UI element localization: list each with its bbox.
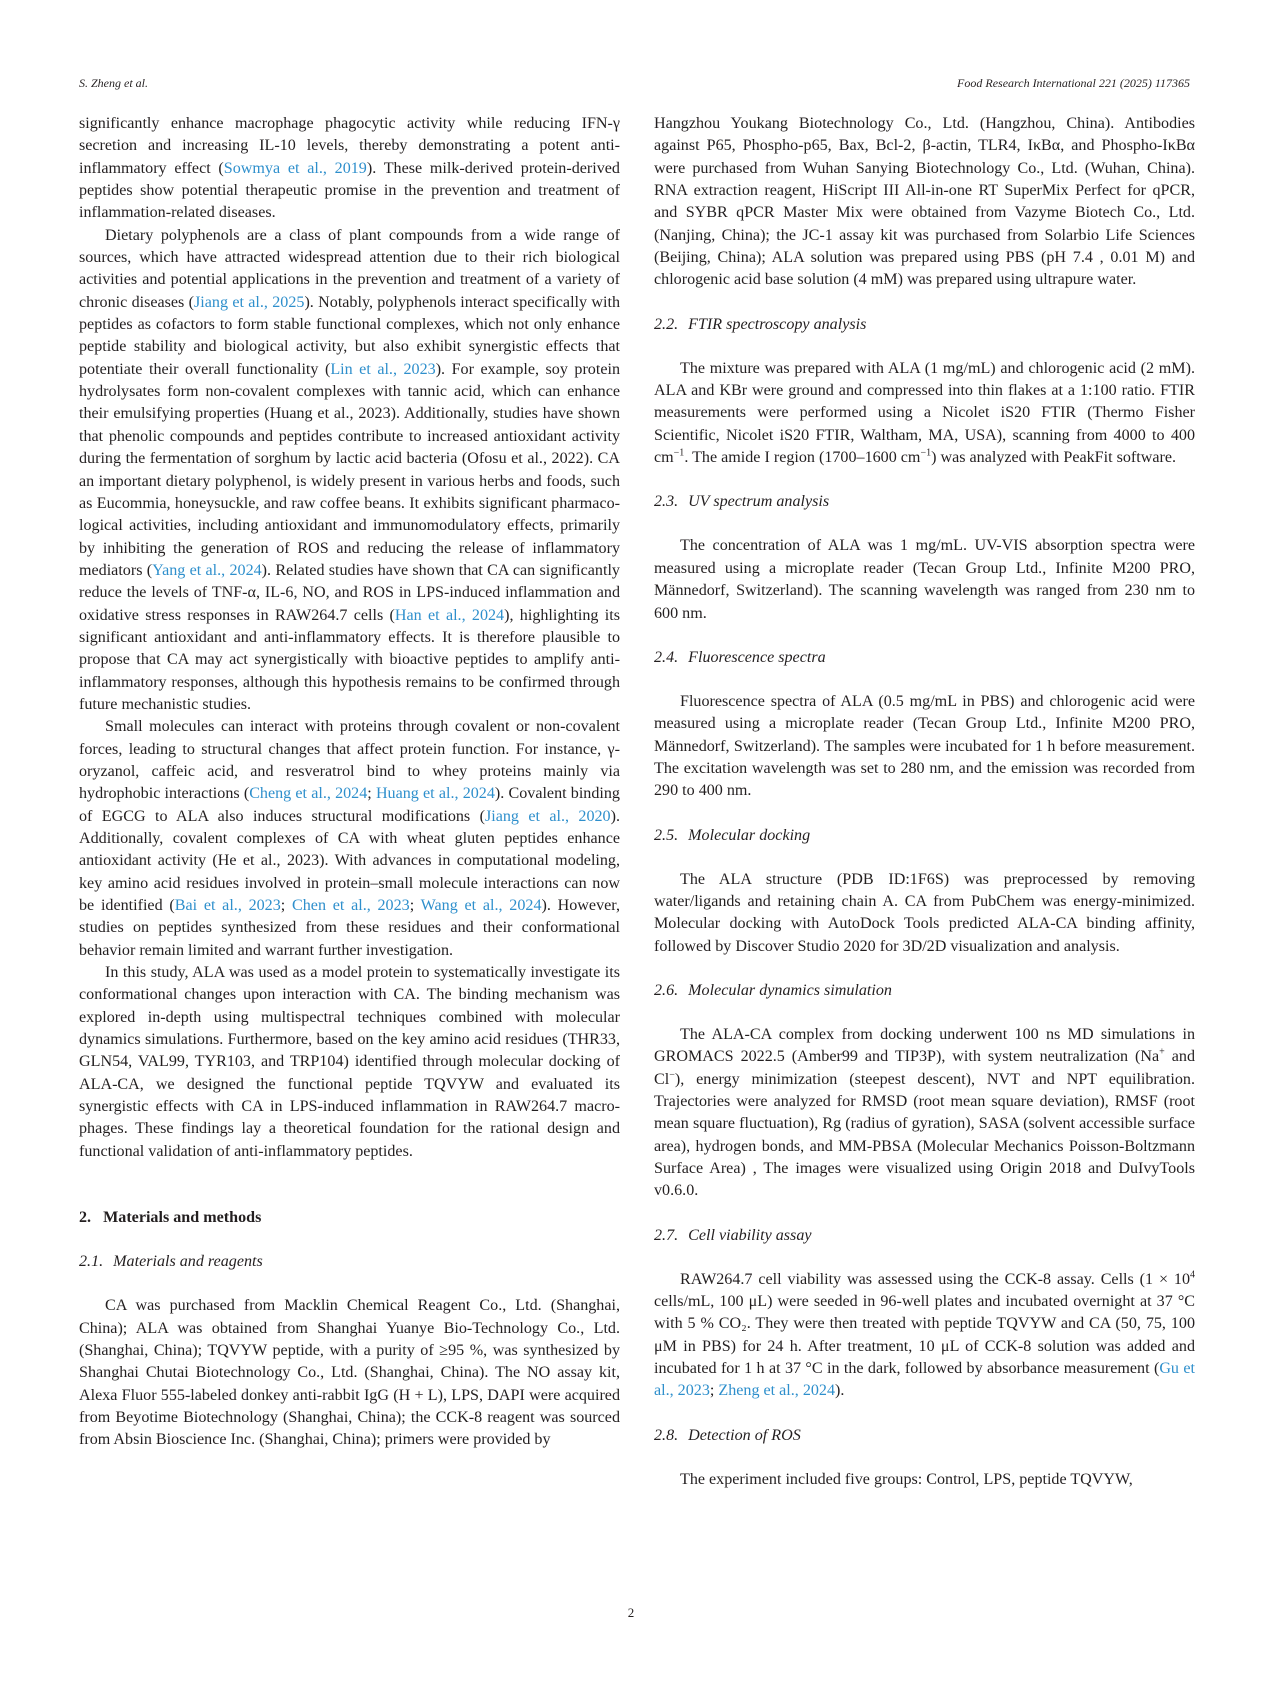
paragraph: significantly enhance macrophage phagocytic activity while reducing IFN-γ secretion and increasing IL-10 levels, thereby demonstrating a potent anti-inflammatory effect (Sowmya et al., 2019). These milk-derived protein-derived peptides show potential therapeutic promise in the prevention and treatment of inflammation-related diseases. [79, 115, 620, 222]
citation-link[interactable]: Huang et al., 2024 [375, 785, 495, 803]
subsection-heading: 2.2. FTIR spectroscopy analysis [654, 315, 867, 333]
subsection-heading: 2.7. Cell viability assay [654, 1226, 812, 1244]
running-head-authors: S. Zheng et al. [79, 76, 148, 90]
right-column [654, 113, 1195, 1491]
citation-link[interactable]: Cheng et al., 2024 [249, 785, 368, 803]
citation-link[interactable]: Han et al., 2024 [394, 606, 505, 624]
running-head-journal: Food Research International 221 (2025) 117365 [957, 76, 1190, 90]
left-column [79, 113, 620, 1452]
paragraph: The experiment included five groups: Control, LPS, peptide TQVYW, [680, 1470, 1133, 1488]
paragraph: The ALA structure (PDB ID:1F6S) was preprocessed by removing water/ligands and retaining chain A. CA from PubChem was energy-minimized. Molecular docking with AutoDock Tools predicted ALA-CA binding affinity, followed by Discover Studio 2020 for 3D/2D visualization and analysis. [654, 870, 1195, 955]
paragraph: Dietary polyphenols are a class of plant compounds from a wide range of sources, which have attracted widespread attention due to their rich biological activities and potential applications in the prevention and treatment of a variety of chronic diseases (Jiang et al., 2025). Notably, polyphenols interact specifically with peptides as cofactors to form stable functional complexes, which not only enhance peptide stability and biological activity, but also exhibit synergistic effects that potentiate their overall functionality (Lin et al., 2023). For example, soy protein hydrolysates form non-covalent complexes with tannic acid, which can enhance their emulsifying properties (Huang et al., 2023). Additionally, studies have shown that phenolic compounds and peptides contribute to increased antioxidant activity during the fermentation of sorghum by lactic acid bacteria (Ofosu et al., 2022). CA an important dietary polyphenol, is widely present in various herbs and foods, such as Eucommia, honeysuckle, and raw coffee beans. It exhibits significant pharmacological activities, including antioxidant and immunomodulatory effects, primarily by inhibiting the generation of ROS and reducing the release of inflammatory mediators (Yang et al., 2024). Related studies have shown that CA can significantly reduce the levels of TNF-α, IL-6, NO, and ROS in LPS-induced inflammation and oxidative stress responses in RAW264.7 cells (Han et al., 2024), highlighting its significant antioxidant and anti-inflammatory effects. It is therefore plausible to propose that CA may act synergistically with bioactive peptides to amplify anti-inflammatory responses, although this hypothesis remains to be confirmed through future mechanistic studies. [79, 226, 620, 713]
citation-link[interactable]: Gu et al., 2023 [654, 1360, 1195, 1400]
paragraph: The mixture was prepared with ALA (1 mg/mL) and chlorogenic acid (2 mM). ALA and KBr were ground and compressed into thin flakes at a 1:100 ratio. FTIR measurements were performed using a Nicolet iS20 FTIR (Thermo Fisher Scientific, Nicolet iS20 FTIR, Waltham, MA, USA), scanning from 4000 to 400 $cm^{-1}$. The amide I region (1700–1600 $cm^{-1}$) was analyzed with PeakFit software. [654, 359, 1195, 467]
paragraph: Small molecules can interact with proteins through covalent or non-covalent forces, leading to structural changes that affect protein function. For instance, γ-oryzanol, caffeic acid, and resveratrol bind to whey proteins mainly via hydrophobic interactions (Cheng et al., 2024; Huang et al., 2024). Covalent binding of EGCG to ALA also induces structural modifications (Jiang et al., 2020). Additionally, covalent complexes of CA with wheat gluten peptides enhance antioxidant activity (He et al., 2023). With advances in computational modeling, key amino acid residues involved in protein–small molecule interactions can now be identified (Bai et al., 2023; Chen et al., 2023; Wang et al., 2024). However, studies on peptides synthesized from these residues and their conformational behavior remain limited and warrant further investigation. [79, 718, 620, 959]
subsection-heading: 2.3. UV spectrum analysis [654, 493, 830, 511]
paragraph: RAW264.7 cell viability was assessed using the CCK-8 assay. Cells ($1 \times 10^4$ cells/mL, 100 μL) were seeded in 96-well plates and incubated overnight at 37 °C with 5 % CO₂. They were then treated with peptide TQVYW and CA (50, 75, 100 μM in PBS) for 24 h. After treatment, 10 μL of CCK-8 solution was added and incubated for 1 h at 37 °C in the dark, followed by absorbance measurement (Gu et al., 2023; Zheng et al., 2024). [654, 1269, 1195, 1400]
subsection-heading: 2.4. Fluorescence spectra [654, 648, 826, 666]
paragraph: The ALA-CA complex from docking underwent 100 ns MD simulations in GROMACS 2022.5 (Amber99 and TIP3P), with system neutralization (Na+ and Cl−), energy minimization (steepest descent), NVT and NPT equilibration. Trajectories were analyzed for RMSD (root mean square deviation), RMSF (root mean square fluctuation), Rg (radius of gyration), SASA (solvent accessible surface area), hydrogen bonds, and MM-PBSA (Molecular Mechanics Poisson-Boltzmann Surface Area) , The images were visualized using Origin 2018 and DuIvyTools v0.6.0. [654, 1025, 1195, 1200]
subsection-heading: 2.1. Materials and reagents [79, 1253, 263, 1271]
citation-link[interactable]: Yang et al., 2024 [152, 561, 262, 579]
paragraph: Hangzhou Youkang Biotechnology Co., Ltd. (Hangzhou, China). Antibodies against P65, Phospho-p65, Bax, Bcl-2, β-actin, TLR4, IκBα, and Phospho-IκBα were purchased from Wuhan Sanying Biotechnology Co., Ltd. (Wuhan, China). RNA extraction reagent, HiScript III All-in-one RT SuperMix Perfect for qPCR, and SYBR qPCR Master Mix were obtained from Vazyme Biotech Co., Ltd. (Nanjing, China); the JC-1 assay kit was purchased from Solarbio Life Sciences (Beijing, China); ALA solution was prepared using PBS (pH 7.4 , 0.01 M) and chlorogenic acid base solution (4 mM) was prepared using ultrapure water. [654, 115, 1195, 289]
paragraph: In this study, ALA was used as a model protein to systematically investigate its conformational changes upon interaction with CA. The binding mechanism was explored in-depth using multispectral techniques combined with molecular dynamics simulations. Furthermore, based on the key amino acid residues (THR33, GLN54, VAL99, TYR103, and TRP104) identified through molecular docking of ALA-CA, we designed the functional peptide TQVYW and evaluated its synergistic effects with CA in LPS-induced inflammation in RAW264.7 macrophages. These findings lay a theoretical foundation for the rational design and functional validation of anti-inflammatory peptides. [79, 964, 620, 1160]
citation-link[interactable]: Sowmya et al., 2019 [223, 159, 367, 177]
subsection-heading: 2.5. Molecular docking [654, 826, 811, 844]
paragraph: CA was purchased from Macklin Chemical Reagent Co., Ltd. (Shanghai, China); ALA was obtained from Shanghai Yuanye Bio-Technology Co., Ltd. (Shanghai, China); TQVYW peptide, with a purity of ≥95 %, was synthesized by Shanghai Chutai Biotechnology Co., Ltd. (Shanghai, China). The NO assay kit, Alexa Fluor 555-labeled donkey anti-rabbit IgG (H + L), LPS, DAPI were acquired from Beyotime Biotechnology (Shanghai, China); the CCK-8 reagent was sourced from Absin Bioscience Inc. (Shanghai, China); primers were provided by [79, 1297, 620, 1449]
citation-link[interactable]: Jiang et al., 2025 [194, 293, 305, 311]
paragraph: Fluorescence spectra of ALA (0.5 mg/mL in PBS) and chlorogenic acid were measured using a microplate reader (Tecan Group Ltd., Infinite M200 PRO, Männedorf, Switzerland). The samples were incubated for 1 h before measurement. The excitation wavelength was set to 280 nm, and the emission was recorded from 290 to 400 nm. [654, 692, 1195, 800]
citation-link[interactable]: Jiang et al., 2020 [484, 807, 611, 825]
paragraph: The concentration of ALA was 1 mg/mL. UV-VIS absorption spectra were measured using a microplate reader (Tecan Group Ltd., Infinite M200 PRO, Männedorf, Switzerland). The scanning wavelength was ranged from 230 nm to 600 nm. [654, 537, 1195, 622]
subsection-heading: 2.6. Molecular dynamics simulation [654, 981, 892, 999]
citation-link[interactable]: Lin et al., 2023 [330, 360, 436, 378]
subsection-heading: 2.8. Detection of ROS [654, 1426, 801, 1444]
page-number: 2 [627, 1605, 635, 1620]
section-heading: 2. Materials and methods [79, 1209, 262, 1227]
citation-link[interactable]: Chen et al., 2023 [292, 897, 410, 915]
citation-link[interactable]: Wang et al., 2024 [420, 897, 542, 915]
citation-link[interactable]: Bai et al., 2023 [174, 897, 281, 915]
citation-link[interactable]: Zheng et al., 2024 [718, 1382, 836, 1400]
